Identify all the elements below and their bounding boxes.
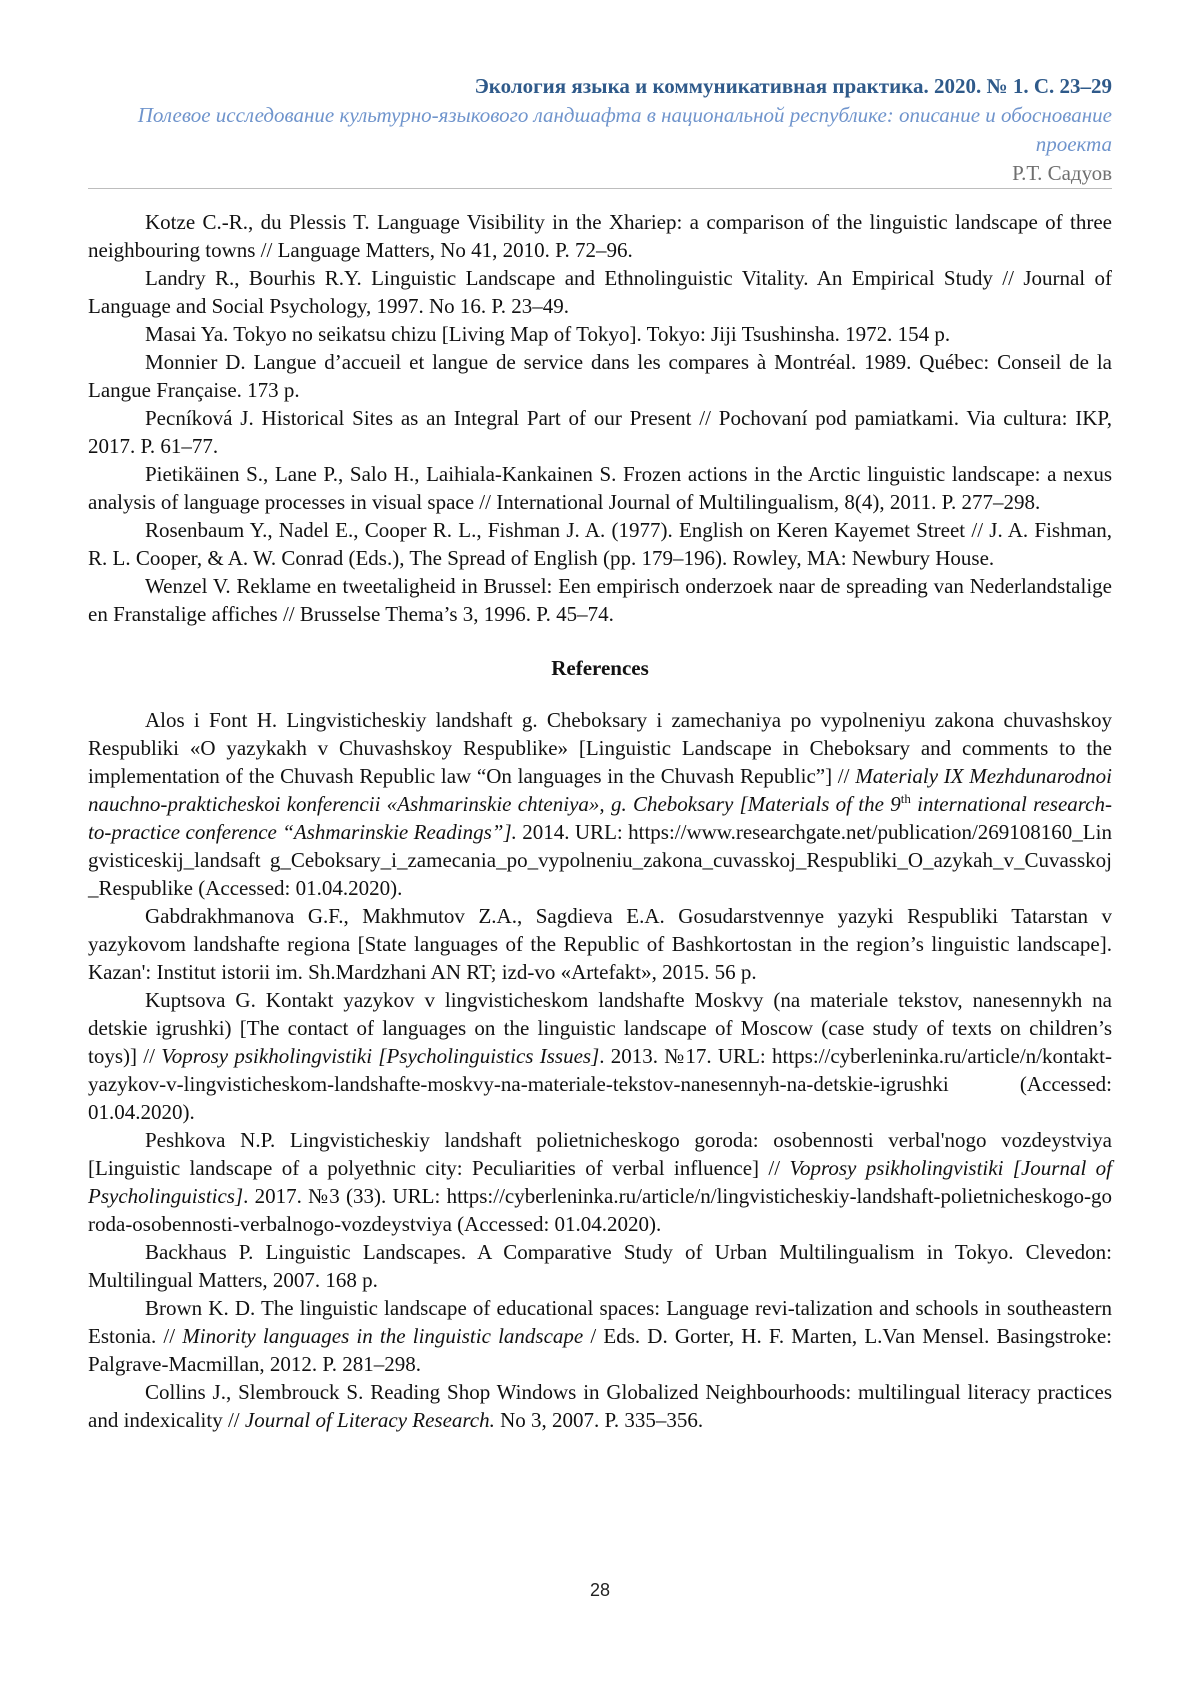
bibliography-entry: Masai Ya. Tokyo no seikatsu chizu [Living Map of Tokyo]. Tokyo: Jiji Tsushinsha. 1972. 154 p.: [145, 322, 951, 346]
ref-text-cont: 2014. URL:: [516, 820, 629, 844]
ref-accessed: (Accessed: 01.04.2020).: [451, 1212, 662, 1236]
reference-body: [88, 208, 1112, 1434]
ref-url[interactable]: https://cyberleninka.ru/article/n/lingvisticheskiy-landshaft-polietnicheskogo-goroda-osobennosti-verbalnogo-vozdeystviya: [88, 1184, 1112, 1236]
reference-entry: [88, 1238, 1112, 1294]
ref-text: Kuptsova G. Kontakt yazykov v lingvisticheskom landshafte Moskvy (na materiale tekstov, nanesennykh na detskie igrushki) [The contact of languages on the linguistic landscape of Moscow (case study of texts on children’s toys)] //: [88, 988, 1112, 1068]
bibliography-entry: Kotze C.-R., du Plessis T. Language Visibility in the Xhariep: a comparison of the linguistic landscape of three neighbouring towns // Language Matters, No 41, 2010. P. 72–96.: [88, 210, 1112, 262]
reference-entry: [88, 1294, 1112, 1378]
reference-entry: [88, 706, 1112, 902]
ref-text: Backhaus P. Linguistic Landscapes. A Comparative Study of Urban Multilingualism in Tokyo. Clevedon: Multilingual Matters, 2007. 168 p.: [88, 1240, 1112, 1292]
ref-source-cont: international research-to-practice conference “Ashmarinskie Readings”].: [88, 792, 1112, 844]
ref-text-cont: / Eds. D. Gorter, H. F. Marten, L.Van Mensel. Basingstroke: Palgrave-Macmillan, 2012. P. 281–298.: [88, 1324, 1112, 1376]
ref-url[interactable]: https://www.researchgate.net/publication/269108160_Lingvisticeskij_landsaft g_Ceboksary_i_zamecania_po_vypolneniu_zakona_cuvasskoj_Respubliki_O_azykah_v_Cuvasskoj_Respublike: [88, 820, 1112, 900]
bibliography-entry: Landry R., Bourhis R.Y. Linguistic Landscape and Ethnolinguistic Vitality. An Empirical Study // Journal of Language and Social Psychology, 1997. No 16. P. 23–49.: [88, 266, 1112, 318]
ref-source: Journal of Literacy Research.: [244, 1408, 495, 1432]
reference-entry: [88, 986, 1112, 1126]
bibliography-entry: Pecníková J. Historical Sites as an Integral Part of our Present // Pochovaní pod pamiatkami. Via cultura: IKP, 2017. P. 61–77.: [88, 406, 1112, 458]
reference-entry: [88, 1126, 1112, 1238]
ref-text-cont: . 2013. №17. URL:: [599, 1044, 773, 1068]
reference-entry: [88, 902, 1112, 986]
journal-citation: Экология языка и коммуникативная практика. 2020. № 1. С. 23–29: [474, 74, 1112, 98]
header-divider: [88, 188, 1112, 189]
article-title: Полевое исследование культурно-языкового ландшафта в национальной республике: описание и обоснование проекта: [137, 103, 1112, 156]
ref-text-cont: No 3, 2007. P. 335–356.: [494, 1408, 704, 1432]
page-number: 28: [589, 1580, 611, 1600]
ref-text: Brown K. D. The linguistic landscape of educational spaces: Language revi-talization and schools in southeastern Estonia. //: [88, 1296, 1112, 1348]
ref-source: Materialy IX Mezhdunarodnoi nauchno-prakticheskoi konferencii «Ashmarinskie chteniya», g. Cheboksary [Materials of the 9: [88, 764, 1112, 816]
ref-source: Voprosy psikholingvistiki [Journal of Psycholinguistics]: [88, 1156, 1112, 1208]
ref-text: Peshkova N.P. Lingvisticheskiy landshaft polietnicheskogo goroda: osobennosti verbal'nogo vozdeystviya [Linguistic landscape of a polyethnic city: Peculiarities of verbal influence] //: [88, 1128, 1112, 1180]
bibliography-entry: Monnier D. Langue d’accueil et langue de service dans les compares à Montréal. 1989. Québec: Conseil de la Langue Française. 173 p.: [88, 350, 1112, 402]
ref-text: Alos i Font H. Lingvisticheskiy landshaft g. Cheboksary i zamechaniya po vypolneniyu zakona chuvashskoy Respubliki «O yazykakh v Chuvashskoy Respublike» [Linguistic Landscape in Cheboksary and comments to the implementation of the Chuvash Republic law “On languages in the Chuvash Republic”] //: [88, 708, 1112, 788]
ref-url[interactable]: https://cyberleninka.ru/article/n/kontakt-yazykov-v-lingvisticheskom-landshafte-moskvy-na-materiale-tekstov-nanesennyh-na-detskie-igrushki: [88, 1044, 1112, 1096]
ref-text: Collins J., Slembrouck S. Reading Shop Windows in Globalized Neighbourhoods: multilingual literacy practices and indexicality //: [88, 1380, 1112, 1432]
bibliography-entry: Pietikäinen S., Lane P., Salo H., Laihiala-Kankainen S. Frozen actions in the Arctic linguistic landscape: a nexus analysis of language processes in visual space // International Journal of Multilingualism, 8(4), 2011. P. 277–298.: [88, 462, 1112, 514]
running-header: [88, 72, 1112, 188]
bibliography-entry: Wenzel V. Reklame en tweetaligheid in Brussel: Een empirisch onderzoek naar de spreading van Nederlandstalige en Franstalige affiches // Brusselse Thema’s 3, 1996. P. 45–74.: [88, 574, 1112, 626]
ref-accessed: (Accessed: 01.04.2020).: [88, 1072, 1112, 1124]
bibliography-entry: Rosenbaum Y., Nadel E., Cooper R. L., Fishman J. A. (1977). English on Keren Kayemet Street // J. A. Fishman, R. L. Cooper, & A. W. Conrad (Eds.), The Spread of English (pp. 179–196). Rowley, MA: Newbury House.: [88, 518, 1112, 570]
reference-entry: [88, 1378, 1112, 1434]
ref-text: Gabdrakhmanova G.F., Makhmutov Z.A., Sagdieva E.A. Gosudarstvennye yazyki Respubliki Tatarstan v yazykovom landshafte regiona [State languages of the Republic of Bashkortostan in the region’s linguistic landscape]. Kazan': Institut istorii im. Sh.Mardzhani AN RT; izd-vo «Artefakt», 2015. 56 p.: [88, 904, 1112, 984]
ref-accessed: (Accessed: 01.04.2020).: [193, 876, 403, 900]
ref-source: Voprosy psikholingvistiki [Psycholinguistics Issues]: [161, 1044, 600, 1068]
ref-source: Minority languages in the linguistic landscape: [182, 1324, 584, 1348]
ref-superscript: th: [900, 791, 911, 806]
references-heading: References: [551, 656, 649, 680]
ref-text-cont: . 2017. №3 (33). URL:: [243, 1184, 447, 1208]
article-author: Р.Т. Садуов: [1012, 161, 1112, 185]
